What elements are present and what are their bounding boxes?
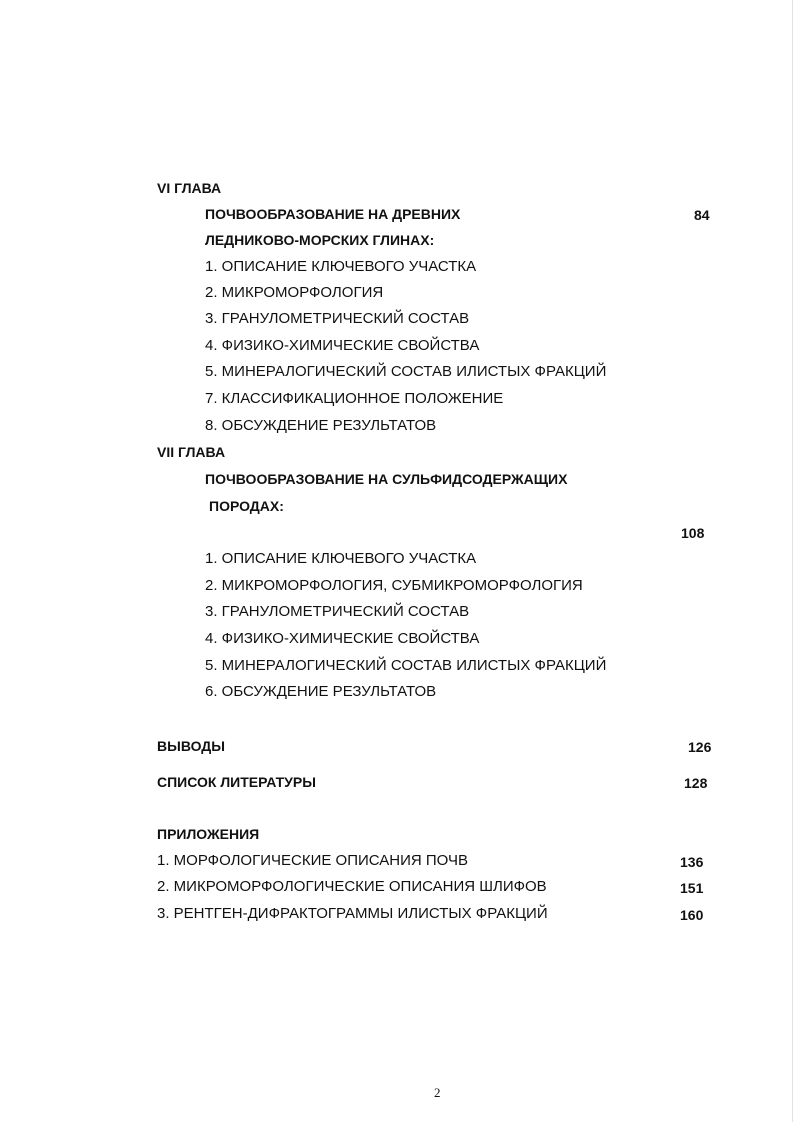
chapter6-item: 2. МИКРОМОРФОЛОГИЯ — [205, 284, 384, 301]
appendix-item-page: 151 — [680, 880, 704, 896]
chapter7-item: 4. ФИЗИКО-ХИМИЧЕСКИЕ СВОЙСТВА — [205, 630, 480, 647]
page-number: 2 — [434, 1085, 441, 1100]
chapter7-title-line2: ПОРОДАХ: — [209, 498, 284, 514]
appendix-item-label: 3. РЕНТГЕН-ДИФРАКТОГРАММЫ ИЛИСТЫХ ФРАКЦИЙ — [157, 905, 548, 922]
references-page-number: 128 — [684, 775, 708, 791]
chapter7-item: 1. ОПИСАНИЕ КЛЮЧЕВОГО УЧАСТКА — [205, 550, 477, 567]
chapter7-item: 3. ГРАНУЛОМЕТРИЧЕСКИЙ СОСТАВ — [205, 603, 470, 620]
references-label: СПИСОК ЛИТЕРАТУРЫ — [157, 774, 316, 790]
chapter6-item: 3. ГРАНУЛОМЕТРИЧЕСКИЙ СОСТАВ — [205, 310, 470, 327]
chapter7-page-number: 108 — [681, 525, 705, 541]
chapter6-item: 5. МИНЕРАЛОГИЧЕСКИЙ СОСТАВ ИЛИСТЫХ ФРАКЦИЙ — [205, 363, 607, 380]
chapter6-page-number: 84 — [694, 207, 710, 223]
appendix-item-label: 1. МОРФОЛОГИЧЕСКИЕ ОПИСАНИЯ ПОЧВ — [157, 852, 468, 869]
appendix-item-page: 136 — [680, 854, 704, 870]
appendix-item-label: 2. МИКРОМОРФОЛОГИЧЕСКИЕ ОПИСАНИЯ ШЛИФОВ — [157, 878, 547, 895]
chapter6-item: 4. ФИЗИКО-ХИМИЧЕСКИЕ СВОЙСТВА — [205, 337, 480, 354]
chapter7-item: 6. ОБСУЖДЕНИЕ РЕЗУЛЬТАТОВ — [205, 683, 437, 700]
conclusions-page-number: 126 — [688, 739, 712, 755]
chapter7-item: 5. МИНЕРАЛОГИЧЕСКИЙ СОСТАВ ИЛИСТЫХ ФРАКЦИЙ — [205, 657, 607, 674]
chapter6-heading: VI ГЛАВА — [157, 180, 222, 196]
chapter6-item: 8. ОБСУЖДЕНИЕ РЕЗУЛЬТАТОВ — [205, 417, 437, 434]
chapter6-title-line1: ПОЧВООБРАЗОВАНИЕ НА ДРЕВНИХ — [205, 206, 461, 222]
appendix-item-page: 160 — [680, 907, 704, 923]
conclusions-label: ВЫВОДЫ — [157, 738, 225, 754]
chapter6-title-line2: ЛЕДНИКОВО-МОРСКИХ ГЛИНАХ: — [205, 232, 435, 248]
chapter7-item: 2. МИКРОМОРФОЛОГИЯ, СУБМИКРОМОРФОЛОГИЯ — [205, 577, 583, 594]
chapter6-item: 1. ОПИСАНИЕ КЛЮЧЕВОГО УЧАСТКА — [205, 258, 477, 275]
appendices-heading: ПРИЛОЖЕНИЯ — [157, 826, 260, 842]
chapter6-item: 7. КЛАССИФИКАЦИОННОЕ ПОЛОЖЕНИЕ — [205, 390, 504, 407]
chapter7-title-line1: ПОЧВООБРАЗОВАНИЕ НА СУЛЬФИДСОДЕРЖАЩИХ — [205, 471, 568, 487]
chapter7-heading: VII ГЛАВА — [157, 444, 226, 460]
